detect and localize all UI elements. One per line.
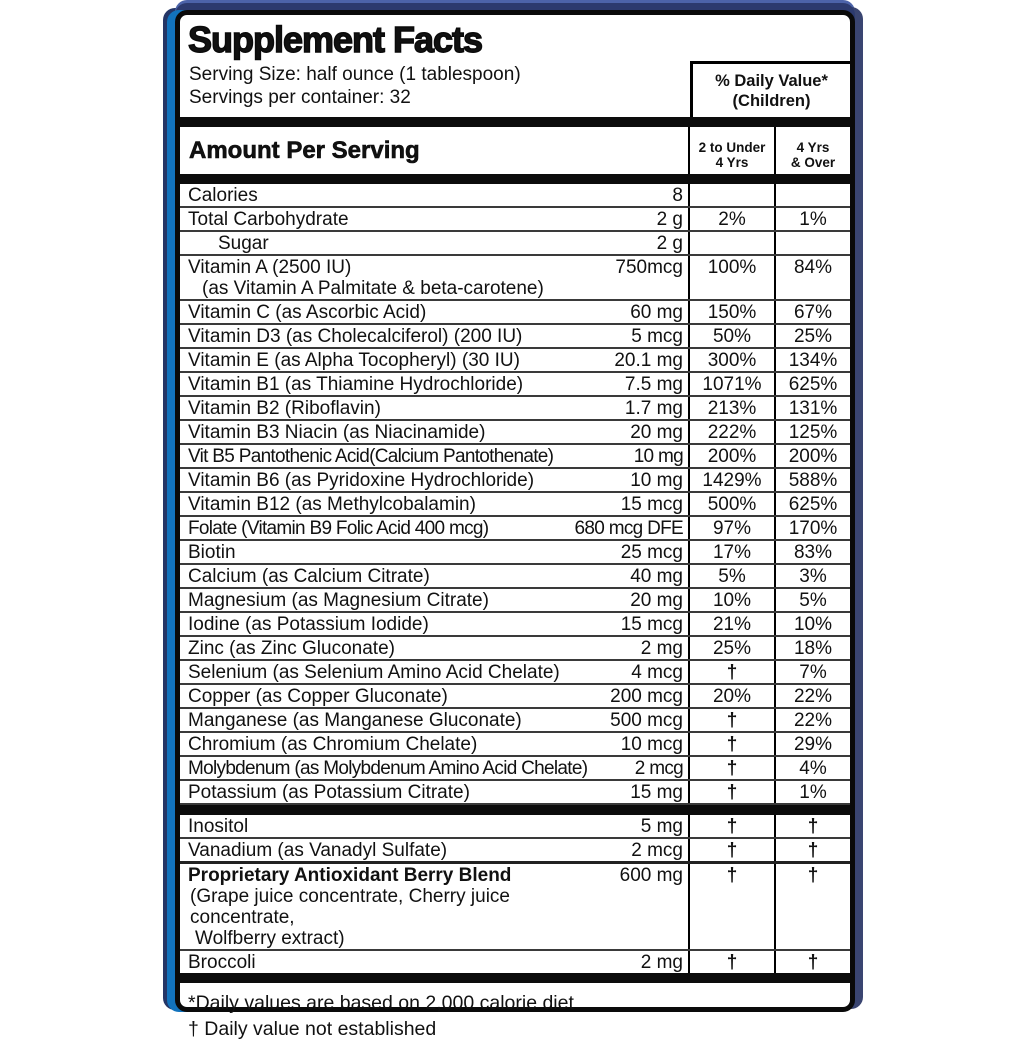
nutrient-amount: 500 mcg [610,710,683,731]
nutrient-amount: 20.1 mg [614,350,683,371]
nutrient-row [180,565,850,589]
nutrient-row [180,951,850,973]
nutrient-rows-main [180,184,850,805]
dv-over4-value: 131% [788,398,838,419]
nutrient-row [180,397,850,421]
dv-children-value: 1071% [690,373,776,395]
footnote-daily-values: *Daily values are based on 2,000 calorie diet [188,992,574,1014]
nutrient-amount: 15 mcg [620,494,683,515]
dv-over4-value: 22% [793,686,833,707]
thick-divider-bar [180,117,850,127]
nutrient-row [180,469,850,493]
nutrient-name: Calories [188,185,258,206]
dv-children-value: † [690,839,776,861]
nutrient-name: Vitamin B3 Niacin (as Niacinamide) [188,422,486,443]
dv-over4-value: 7% [799,662,827,683]
dv-children-value: 500% [690,493,776,515]
dv-children-value: 17% [690,541,776,563]
nutrient-name: Inositol [188,816,249,837]
nutrient-name: Vitamin E (as Alpha Tocopheryl) (30 IU) [188,350,520,371]
nutrient-name: Manganese (as Manganese Gluconate) [188,710,522,731]
dv-over4-value: 18% [793,638,833,659]
nutrient-row [180,325,850,349]
dv-children-value: 10% [690,589,776,611]
dv-over4-value: 134% [788,350,838,371]
dv-over4-value: 200% [788,446,838,467]
nutrient-name: Vitamin A (2500 IU) [188,257,352,278]
nutrient-row [180,709,850,733]
nutrient-subtext: Wolfberry extract) [195,928,345,949]
nutrient-amount: 4 mcg [631,662,683,683]
nutrient-amount: 2 mg [640,952,683,973]
dv-children-value: 25% [690,637,776,659]
page-title: Supplement Facts [188,19,483,60]
amount-per-serving-header-row [180,127,850,174]
nutrient-name: Vit B5 Pantothenic Acid(Calcium Pantothenate) [188,446,554,467]
nutrient-row [180,661,850,685]
dv-children-value: † [690,733,776,755]
nutrient-row [180,685,850,709]
dv-children-value: 50% [690,325,776,347]
nutrient-row [180,637,850,661]
dv-over4-value: 1% [799,782,827,803]
dv-over4-value: 22% [793,710,833,731]
dv-over4-value: 170% [788,518,838,539]
amount-per-serving-label: Amount Per Serving [180,127,690,174]
dv-children-value: 2% [690,208,776,230]
nutrient-name: Total Carbohydrate [188,209,349,230]
dv-over4-value: 25% [793,326,833,347]
dv-over4-value: 625% [788,494,838,515]
nutrient-amount: 5 mg [640,816,683,837]
column-header-over4 [776,127,850,174]
dv-over4-value: 625% [788,374,838,395]
column-header-over4-line1: 4 Yrs [796,140,830,155]
dv-over4-value: 10% [793,614,833,635]
dv-children-value: 213% [690,397,776,419]
nutrient-amount: 2 mcg [631,840,683,861]
dv-over4-value: † [807,952,819,973]
nutrient-amount: 750mcg [615,257,683,278]
dv-children-value: 1429% [690,469,776,491]
dv-children-value: † [690,757,776,779]
footnote-dagger: † Daily value not established [188,1018,437,1040]
nutrient-amount: 40 mg [630,566,683,587]
nutrient-name: Calcium (as Calcium Citrate) [188,566,430,587]
nutrient-row [180,839,850,864]
dv-children-value: 300% [690,349,776,371]
nutrient-name: Iodine (as Potassium Iodide) [188,614,429,635]
nutrient-amount: 7.5 mg [624,374,683,395]
dv-over4-value [776,232,850,254]
nutrient-amount: 5 mcg [631,326,683,347]
daily-value-header-line1: % Daily Value* [715,72,828,90]
dv-over4-value: 588% [788,470,838,491]
nutrient-name: Proprietary Antioxidant Berry Blend [188,865,512,886]
footnotes [180,983,850,1042]
nutrient-row [180,421,850,445]
dv-children-value: 222% [690,421,776,443]
dv-over4-value: † [807,816,819,837]
daily-value-header-line2: (Children) [732,92,811,110]
dv-over4-value [776,184,850,206]
nutrient-amount: 1.7 mg [624,398,683,419]
dv-over4-value: 84% [793,257,833,278]
dv-children-value: 20% [690,685,776,707]
nutrient-amount: 10 mg [633,446,683,467]
nutrient-name: Magnesium (as Magnesium Citrate) [188,590,489,611]
nutrient-amount: 20 mg [630,590,683,611]
nutrient-amount: 10 mg [630,470,683,491]
nutrient-amount: 600 mg [619,865,683,886]
nutrient-row [180,349,850,373]
serving-size-text: Serving Size: half ounce (1 tablespoon) [189,64,521,85]
nutrient-name: Zinc (as Zinc Gluconate) [188,638,395,659]
dv-children-value: † [690,951,776,973]
label-header [180,15,850,117]
nutrient-amount: 2 g [656,233,683,254]
nutrient-row [180,517,850,541]
dv-over4-value: 5% [799,590,827,611]
nutrient-name: Sugar [218,233,269,254]
dv-over4-value: 29% [793,734,833,755]
dv-over4-value: 67% [793,302,833,323]
nutrient-row [180,232,850,256]
dv-children-value: 5% [690,565,776,587]
nutrient-amount: 25 mcg [620,542,683,563]
nutrient-name: Broccoli [188,952,256,973]
dv-children-value: † [690,781,776,803]
nutrient-row [180,541,850,565]
nutrient-row [180,301,850,325]
dv-children-value: 100% [690,256,776,299]
dv-over4-value: 3% [799,566,827,587]
column-header-over4-line2: & Over [790,155,836,170]
servings-per-container-text: Servings per container: 32 [189,87,411,108]
dv-over4-value: † [807,840,819,861]
nutrient-row [180,864,850,951]
nutrient-row [180,589,850,613]
nutrient-name: Biotin [188,542,236,563]
nutrient-name: Vanadium (as Vanadyl Sulfate) [188,840,448,861]
column-header-children-line2: 4 Yrs [715,155,749,170]
dv-children-value: † [690,864,776,949]
daily-value-header-box [690,61,850,117]
dv-children-value: † [690,815,776,837]
nutrient-name: Vitamin B6 (as Pyridoxine Hydrochloride) [188,470,535,491]
nutrient-amount: 200 mcg [610,686,683,707]
dv-children-value: 150% [690,301,776,323]
dv-children-value [690,184,776,206]
nutrient-row [180,613,850,637]
dv-over4-value: 4% [799,758,827,779]
nutrient-amount: 60 mg [630,302,683,323]
thick-divider-bar [180,174,850,184]
nutrient-row [180,256,850,301]
dv-children-value: † [690,661,776,683]
column-header-children [690,127,776,174]
dv-children-value: 97% [690,517,776,539]
nutrient-amount: 2 mcg [634,758,683,779]
nutrient-amount: 680 mcg DFE [574,518,683,539]
dv-over4-value: 1% [799,209,827,230]
nutrient-name: Copper (as Copper Gluconate) [188,686,448,707]
nutrient-name: Molybdenum (as Molybdenum Amino Acid Chelate) [188,758,588,779]
dv-children-value: 21% [690,613,776,635]
dv-over4-value: 83% [793,542,833,563]
nutrient-amount: 15 mcg [620,614,683,635]
nutrient-name: Folate (Vitamin B9 Folic Acid 400 mcg) [188,518,489,539]
dv-children-value [690,232,776,254]
nutrient-row [180,445,850,469]
nutrient-subtext: (as Vitamin A Palmitate & beta-carotene) [202,278,544,299]
nutrient-row [180,815,850,839]
nutrient-name: Vitamin B2 (Riboflavin) [188,398,381,419]
nutrient-row [180,208,850,232]
nutrient-amount: 10 mcg [620,734,683,755]
nutrient-amount: 8 [672,185,683,206]
dv-children-value: 200% [690,445,776,467]
nutrient-row [180,493,850,517]
nutrient-name: Selenium (as Selenium Amino Acid Chelate) [188,662,560,683]
supplement-facts-label [175,10,855,1040]
nutrient-name: Vitamin B1 (as Thiamine Hydrochloride) [188,374,524,395]
dv-over4-value: † [807,865,819,886]
dv-over4-value: 125% [788,422,838,443]
dv-children-value: † [690,709,776,731]
nutrient-name: Vitamin D3 (as Cholecalciferol) (200 IU) [188,326,523,347]
nutrient-rows-other [180,815,850,973]
nutrient-row [180,781,850,805]
nutrient-amount: 15 mg [630,782,683,803]
nutrient-name: Chromium (as Chromium Chelate) [188,734,478,755]
nutrient-name: Vitamin B12 (as Methylcobalamin) [188,494,476,515]
nutrient-row [180,373,850,397]
thick-divider-bar [180,805,850,815]
thick-divider-bar [180,973,850,983]
nutrient-row [180,733,850,757]
nutrient-amount: 20 mg [630,422,683,443]
column-header-children-line1: 2 to Under [698,140,766,155]
nutrient-subtext: (Grape juice concentrate, Cherry juice concentrate, [190,886,510,928]
nutrient-amount: 2 g [656,209,683,230]
nutrient-name: Potassium (as Potassium Citrate) [188,782,470,803]
nutrient-row [180,757,850,781]
nutrient-row [180,184,850,208]
nutrient-name: Vitamin C (as Ascorbic Acid) [188,302,427,323]
nutrient-amount: 2 mg [640,638,683,659]
